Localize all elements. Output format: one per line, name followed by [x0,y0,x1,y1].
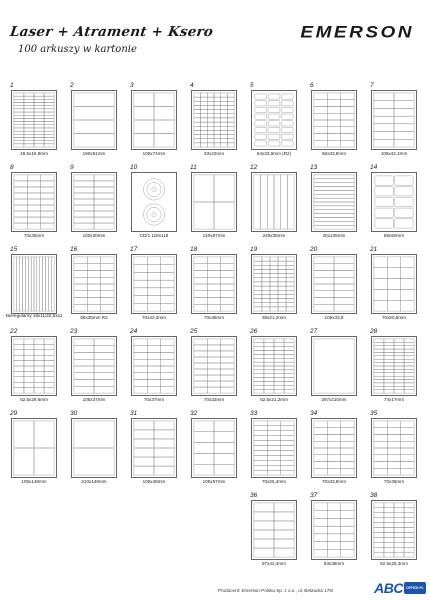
label-format-34 [310,410,358,486]
label-format-number: 14 [370,164,378,171]
label-sheet-preview [71,418,117,478]
label-size-text: 70x30mm [23,233,45,238]
label-layout-diagram [312,255,356,313]
label-format-number: 37 [310,492,318,499]
label-sheet-preview [11,254,57,314]
label-sheet-preview [371,418,417,478]
label-format-number: 16 [70,246,78,253]
label-layout-diagram [372,501,416,559]
label-format-number: 11 [190,164,197,171]
label-sheet-preview [71,336,117,396]
label-format-31 [130,410,178,486]
label-sheet-preview [191,254,237,314]
label-format-number: 31 [130,410,138,417]
label-sheet-preview [371,90,417,150]
label-size-text: 68x35mm R2 [80,315,108,320]
label-layout-diagram [252,501,296,559]
label-sheet-preview [191,418,237,478]
label-size-text: 70x50,8mm [381,315,406,320]
label-size-text: 100x30mm [82,233,106,238]
label-layout-diagram [372,337,416,395]
label-size-text: 52,5x29,6mm [20,397,48,402]
label-size-text: 63x38mm [323,561,345,566]
label-sheet-preview [251,500,297,560]
label-format-number: 38 [370,492,378,499]
label-format-1 [10,82,58,158]
label-format-28 [370,328,418,404]
label-size-text: Nieregularny 18x11/22,5x11 [5,313,63,318]
label-size-text: 245x35mm [262,233,286,238]
label-format-26 [250,328,298,404]
logo-abc-text: ABC [374,580,403,596]
label-layout-diagram [132,337,176,395]
label-format-number: 22 [10,328,18,335]
label-sheet-preview [11,90,57,150]
label-sheet-preview [251,336,297,396]
label-format-25 [190,328,238,404]
label-layout-diagram [12,419,56,477]
label-format-19 [250,246,298,322]
label-size-text: 52,5x25,4mm [380,561,408,566]
label-sheet-preview [131,90,177,150]
label-format-number: 10 [130,164,138,171]
label-format-29 [10,410,58,486]
logo-sub-text: OFFICE.PL [406,586,424,590]
label-sheet-preview [371,172,417,232]
label-size-text: 70x36mm [383,479,405,484]
label-format-18 [190,246,238,322]
abc-office-logo [374,580,426,596]
label-sheet-preview [11,336,57,396]
label-format-7 [370,82,418,158]
label-layout-diagram [312,91,356,149]
label-size-text: 97x42,4mm [261,561,286,566]
label-layout-diagram [252,173,296,231]
label-format-20 [310,246,358,322]
label-size-text: 64x33,8mm (R2) [256,151,292,156]
label-format-2 [70,82,118,158]
label-sheet-preview [371,254,417,314]
label-layout-diagram [72,173,116,231]
label-layout-diagram [12,91,56,149]
label-layout-diagram [192,255,236,313]
label-sheet-preview [191,90,237,150]
label-format-number: 12 [250,164,258,171]
label-format-30 [70,410,118,486]
label-format-3 [130,82,178,158]
label-sheet-preview [311,500,357,560]
label-layout-diagram [312,419,356,477]
label-format-number: 3 [130,82,134,89]
label-layout-diagram [12,337,56,395]
label-format-33 [250,410,298,486]
label-format-35 [370,410,418,486]
label-format-5 [250,82,298,158]
label-format-27 [310,328,358,404]
label-format-17 [130,246,178,322]
label-size-text: 70x33,8mm [321,479,346,484]
label-size-text: 105x57mm [202,479,226,484]
label-layout-diagram [192,173,236,231]
label-layout-diagram [312,501,356,559]
label-size-text: 48,5x16,9mm [20,151,48,156]
label-size-text: 70x42,3mm [141,315,166,320]
label-format-15 [5,246,63,322]
label-sheet-preview [251,90,297,150]
label-sheet-preview [71,90,117,150]
label-format-number: 2 [70,82,74,89]
label-layout-diagram [252,91,296,149]
label-format-number: 20 [310,246,318,253]
label-layout-diagram [372,91,416,149]
label-format-21 [370,246,418,322]
label-sheet-preview [191,172,237,232]
label-layout-diagram [312,337,356,395]
label-format-number: 15 [10,246,18,253]
label-size-text: 85x50mm [383,233,405,238]
label-size-text: 140x97mm [202,233,226,238]
label-sheet-preview [131,172,177,232]
label-format-number: 6 [310,82,314,89]
label-layout-diagram [12,173,56,231]
label-size-text: 105x48mm [142,479,166,484]
label-sheet-preview [131,418,177,478]
brand-logo: EMERSON [300,23,414,42]
label-format-number: 33 [250,410,258,417]
label-layout-diagram [252,419,296,477]
label-sheet-preview [251,418,297,478]
label-format-37 [310,492,358,568]
label-format-14 [370,164,418,240]
label-sheet-preview [131,336,177,396]
label-format-number: 25 [190,328,198,335]
label-sheet-preview [191,336,237,396]
label-format-36 [250,492,298,568]
label-sheet-preview [71,254,117,314]
label-sheet-preview [311,254,357,314]
label-format-number: 17 [130,246,138,253]
label-format-22 [10,328,58,404]
producer-footer: Producent: Emerson Polska Sp. z o.o., ul. Bełzacka 176/ [218,588,334,593]
label-size-text: 190x61mm [82,151,106,156]
label-size-text: 74x17mm [383,397,405,402]
label-size-text: 70x35mm [203,315,225,320]
label-format-11 [190,164,238,240]
label-layout-diagram [72,419,116,477]
label-format-number: 5 [250,82,254,89]
label-format-number: 34 [310,410,318,417]
label-format-13 [310,164,358,240]
label-size-text: 70x32mm [203,397,225,402]
label-size-text: 70x37mm [143,397,165,402]
label-sheet-preview [371,500,417,560]
label-layout-diagram [72,337,116,395]
label-format-24 [130,328,178,404]
label-sheet-preview [311,336,357,396]
label-layout-diagram [372,255,416,313]
label-format-number: 29 [10,410,18,417]
label-format-4 [190,82,238,158]
label-size-text: 105x148mm [21,479,47,484]
label-format-number: 26 [250,328,258,335]
label-format-6 [310,82,358,158]
label-format-number: 28 [370,328,378,335]
label-format-12 [250,164,298,240]
label-sheet-preview [71,172,117,232]
label-format-number: 9 [70,164,74,171]
label-size-text: 297x210mm [321,397,347,402]
label-sheet-preview [311,90,357,150]
label-format-number: 18 [190,246,198,253]
label-layout-diagram [72,255,116,313]
label-format-number: 4 [190,82,194,89]
label-format-32 [190,410,238,486]
label-layout-diagram [372,173,416,231]
label-size-text: 105x37mm [82,397,106,402]
label-size-text: 210x148mm [81,479,107,484]
label-size-text: 33x22mm [203,151,225,156]
label-format-8 [10,164,58,240]
label-layout-diagram [132,173,176,231]
label-size-text: 66x33,8mm [321,151,346,156]
label-size-text: 38x21,2mm [261,315,286,320]
label-format-number: 32 [190,410,198,417]
label-format-number: 27 [310,328,318,335]
label-format-number: 21 [370,246,378,253]
label-size-text: CD/1 118x118 [139,233,169,238]
label-format-number: 19 [250,246,258,253]
label-size-text: 70x25,4mm [261,479,286,484]
label-layout-diagram [132,255,176,313]
label-layout-diagram [132,419,176,477]
label-size-text: 105x42,4mm [380,151,408,156]
label-layout-diagram [312,173,356,231]
label-sheet-preview [311,172,357,232]
header-line-1: Laser + Atrament + Ksero [8,24,215,40]
label-format-number: 35 [370,410,378,417]
label-format-number: 30 [70,410,78,417]
label-sheet-preview [371,336,417,396]
label-layout-diagram [12,255,56,313]
label-format-number: 23 [70,328,78,335]
label-format-number: 24 [130,328,138,335]
label-layout-diagram [372,419,416,477]
label-format-number: 13 [310,164,318,171]
label-sheet-preview [131,254,177,314]
label-layout-diagram [252,255,296,313]
label-format-number: 1 [10,82,14,89]
label-sheet-preview [251,254,297,314]
label-format-9 [70,164,118,240]
label-format-number: 36 [250,492,258,499]
label-layout-diagram [192,91,236,149]
label-size-text: 20x105mm [322,233,346,238]
label-layout-diagram [252,337,296,395]
label-format-38 [370,492,418,568]
logo-badge [404,582,426,594]
header-line-2: 100 arkuszy w kartonie [18,44,137,55]
label-format-number: 7 [370,82,374,89]
label-size-text: 52,5x21,2mm [260,397,288,402]
label-sheet-preview [11,418,57,478]
label-layout-diagram [192,419,236,477]
label-sheet-preview [251,172,297,232]
label-format-23 [70,328,118,404]
label-size-text: 105x33,8 [324,315,344,320]
label-layout-diagram [192,337,236,395]
label-format-number: 8 [10,164,14,171]
label-layout-diagram [132,91,176,149]
label-layout-diagram [72,91,116,149]
label-sheet-preview [311,418,357,478]
label-size-text: 105x74mm [142,151,166,156]
label-format-10 [130,164,178,240]
label-sheet-preview [11,172,57,232]
label-format-16 [70,246,118,322]
